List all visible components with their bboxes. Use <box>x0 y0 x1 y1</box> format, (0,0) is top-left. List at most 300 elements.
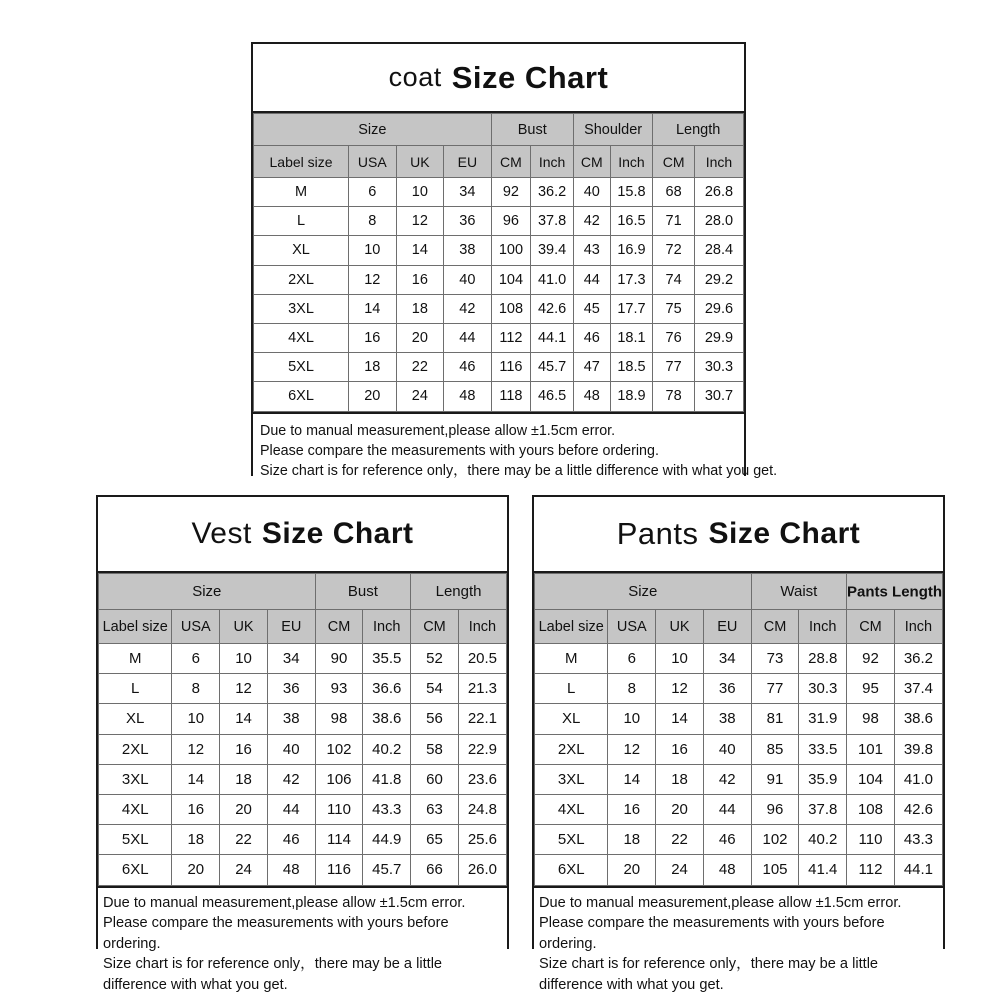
pants-group-header-waist: Waist <box>751 574 846 610</box>
cell: 42 <box>573 207 610 236</box>
vest-size-chart <box>96 495 509 993</box>
cell: 10 <box>220 644 268 674</box>
cell: 38.6 <box>363 704 411 734</box>
cell: 104 <box>847 764 895 794</box>
coat-group-header-size: Size <box>254 114 492 146</box>
cell: 8 <box>608 674 656 704</box>
pants-col-eu: EU <box>703 610 751 644</box>
cell: 75 <box>653 294 695 323</box>
cell: M <box>254 178 349 207</box>
cell: 39.8 <box>894 734 942 764</box>
cell: 100 <box>491 236 531 265</box>
cell: 20 <box>656 794 704 824</box>
coat-group-header-shoulder: Shoulder <box>573 114 652 146</box>
pants-sub-header-row <box>535 610 943 644</box>
cell: 14 <box>608 764 656 794</box>
pants-col-waist-inch: Inch <box>799 610 847 644</box>
coat-footnote-line-3: Size chart is for reference only，there may be a little difference with what you get. <box>260 462 778 479</box>
cell: 40 <box>267 734 315 764</box>
cell: 42 <box>703 764 751 794</box>
vest-group-header-size: Size <box>99 574 316 610</box>
pants-measurements-table <box>534 573 943 886</box>
table-row <box>535 734 943 764</box>
coat-sub-header-row <box>254 146 744 178</box>
coat-group-header-row <box>254 114 744 146</box>
cell: 17.7 <box>610 294 653 323</box>
cell: 48 <box>703 855 751 885</box>
coat-col-bust-cm: CM <box>491 146 531 178</box>
table-row <box>99 794 507 824</box>
cell: 8 <box>172 674 220 704</box>
table-row <box>535 704 943 734</box>
pants-col-length-cm: CM <box>847 610 895 644</box>
cell: 42.6 <box>894 794 942 824</box>
cell: 112 <box>491 323 531 352</box>
cell: 6XL <box>254 382 349 411</box>
cell: 14 <box>349 294 397 323</box>
table-row <box>535 794 943 824</box>
cell: L <box>99 674 172 704</box>
cell: 96 <box>751 794 799 824</box>
table-row <box>99 674 507 704</box>
cell: 12 <box>172 734 220 764</box>
cell: 21.3 <box>458 674 506 704</box>
cell: L <box>254 207 349 236</box>
cell: 108 <box>491 294 531 323</box>
cell: 6XL <box>99 855 172 885</box>
cell: 36.2 <box>894 644 942 674</box>
cell: 20 <box>220 794 268 824</box>
cell: 77 <box>751 674 799 704</box>
cell: 18 <box>608 825 656 855</box>
table-row <box>254 207 744 236</box>
cell: 52 <box>411 644 459 674</box>
cell: 54 <box>411 674 459 704</box>
cell: 114 <box>315 825 363 855</box>
cell: 6 <box>608 644 656 674</box>
cell: 93 <box>315 674 363 704</box>
cell: 8 <box>349 207 397 236</box>
cell: 4XL <box>535 794 608 824</box>
cell: 46 <box>444 353 492 382</box>
cell: 43 <box>573 236 610 265</box>
cell: 36 <box>703 674 751 704</box>
cell: 18 <box>220 764 268 794</box>
cell: 6 <box>172 644 220 674</box>
cell: 22.9 <box>458 734 506 764</box>
cell: 29.9 <box>694 323 743 352</box>
cell: 40.2 <box>363 734 411 764</box>
coat-col-shoulder-inch: Inch <box>610 146 653 178</box>
vest-footnote-line-1: Due to manual measurement,please allow ±1.5cm error. <box>103 894 466 911</box>
coat-chart-title <box>253 44 744 113</box>
cell: M <box>535 644 608 674</box>
cell: 105 <box>751 855 799 885</box>
cell: 20 <box>396 323 444 352</box>
vest-footnote-line-3: Size chart is for reference only，there may be a little difference with what you get. <box>103 956 443 993</box>
vest-col-eu: EU <box>267 610 315 644</box>
cell: 12 <box>396 207 444 236</box>
vest-sub-header-row <box>99 610 507 644</box>
cell: 17.3 <box>610 265 653 294</box>
cell: 40.2 <box>799 825 847 855</box>
cell: 76 <box>653 323 695 352</box>
pants-group-header-row <box>535 574 943 610</box>
cell: 91 <box>751 764 799 794</box>
cell: 24 <box>396 382 444 411</box>
cell: 12 <box>220 674 268 704</box>
vest-measurements-table <box>98 573 507 886</box>
coat-group-header-bust: Bust <box>491 114 573 146</box>
cell: 18.1 <box>610 323 653 352</box>
table-row <box>254 265 744 294</box>
coat-col-length-inch: Inch <box>694 146 743 178</box>
cell: 34 <box>703 644 751 674</box>
cell: 47 <box>573 353 610 382</box>
cell: 30.3 <box>799 674 847 704</box>
cell: 40 <box>444 265 492 294</box>
cell: 22.1 <box>458 704 506 734</box>
cell: 74 <box>653 265 695 294</box>
vest-col-bust-cm: CM <box>315 610 363 644</box>
table-row <box>99 644 507 674</box>
cell: 41.8 <box>363 764 411 794</box>
vest-col-label-size: Label size <box>99 610 172 644</box>
cell: 18 <box>656 764 704 794</box>
cell: 46 <box>267 825 315 855</box>
table-row <box>254 294 744 323</box>
pants-table-body <box>535 644 943 886</box>
cell: 22 <box>656 825 704 855</box>
coat-title-garment: coat <box>388 62 442 92</box>
cell: 35.9 <box>799 764 847 794</box>
cell: 28.8 <box>799 644 847 674</box>
cell: 43.3 <box>894 825 942 855</box>
pants-footnote <box>534 886 943 993</box>
cell: L <box>535 674 608 704</box>
pants-group-header-size: Size <box>535 574 752 610</box>
cell: 116 <box>491 353 531 382</box>
cell: 22 <box>396 353 444 382</box>
cell: 10 <box>349 236 397 265</box>
vest-col-bust-inch: Inch <box>363 610 411 644</box>
cell: 3XL <box>535 764 608 794</box>
cell: 92 <box>847 644 895 674</box>
cell: 10 <box>172 704 220 734</box>
cell: 37.4 <box>894 674 942 704</box>
coat-col-bust-inch: Inch <box>531 146 574 178</box>
cell: 65 <box>411 825 459 855</box>
cell: 36.2 <box>531 178 574 207</box>
cell: 108 <box>847 794 895 824</box>
cell: 40 <box>573 178 610 207</box>
coat-size-chart <box>251 42 778 479</box>
cell: 16 <box>656 734 704 764</box>
cell: 110 <box>847 825 895 855</box>
cell: 44.9 <box>363 825 411 855</box>
cell: 38 <box>444 236 492 265</box>
cell: 24.8 <box>458 794 506 824</box>
cell: 25.6 <box>458 825 506 855</box>
cell: 12 <box>656 674 704 704</box>
vest-table-body <box>99 644 507 886</box>
pants-footnote-line-2: Please compare the measurements with yours before ordering. <box>539 915 885 952</box>
cell: 36 <box>444 207 492 236</box>
cell: 16 <box>349 323 397 352</box>
cell: 40 <box>703 734 751 764</box>
cell: 43.3 <box>363 794 411 824</box>
cell: 18.5 <box>610 353 653 382</box>
table-row <box>99 704 507 734</box>
coat-footnote-line-2: Please compare the measurements with yours before ordering. <box>260 442 659 459</box>
cell: 35.5 <box>363 644 411 674</box>
pants-footnote-line-1: Due to manual measurement,please allow ±1.5cm error. <box>539 894 902 911</box>
coat-col-shoulder-cm: CM <box>573 146 610 178</box>
table-row <box>535 764 943 794</box>
vest-chart-title <box>98 497 507 573</box>
cell: 44 <box>703 794 751 824</box>
cell: 16.5 <box>610 207 653 236</box>
pants-col-usa: USA <box>608 610 656 644</box>
pants-group-header-pants-length <box>847 574 943 610</box>
table-row <box>254 353 744 382</box>
cell: 101 <box>847 734 895 764</box>
cell: 60 <box>411 764 459 794</box>
vest-group-header-row <box>99 574 507 610</box>
cell: 102 <box>315 734 363 764</box>
cell: XL <box>99 704 172 734</box>
coat-title-suffix: Size Chart <box>451 59 609 95</box>
table-row <box>254 236 744 265</box>
coat-group-header-length: Length <box>653 114 744 146</box>
cell: 95 <box>847 674 895 704</box>
cell: 14 <box>656 704 704 734</box>
cell: 42.6 <box>531 294 574 323</box>
table-row <box>254 178 744 207</box>
cell: 77 <box>653 353 695 382</box>
cell: 24 <box>220 855 268 885</box>
coat-footnote-line-1: Due to manual measurement,please allow ±1.5cm error. <box>260 422 616 439</box>
cell: 20.5 <box>458 644 506 674</box>
cell: 18 <box>172 825 220 855</box>
table-row <box>99 825 507 855</box>
coat-col-eu: EU <box>444 146 492 178</box>
cell: 20 <box>608 855 656 885</box>
vest-title-suffix: Size Chart <box>261 517 414 550</box>
table-row <box>535 855 943 885</box>
cell: 22 <box>220 825 268 855</box>
cell: 36.6 <box>363 674 411 704</box>
cell: 30.7 <box>694 382 743 411</box>
cell: 42 <box>267 764 315 794</box>
cell: 39.4 <box>531 236 574 265</box>
cell: M <box>99 644 172 674</box>
cell: 14 <box>172 764 220 794</box>
cell: 63 <box>411 794 459 824</box>
cell: 3XL <box>254 294 349 323</box>
cell: 6 <box>349 178 397 207</box>
cell: 18 <box>349 353 397 382</box>
cell: 12 <box>349 265 397 294</box>
vest-col-uk: UK <box>220 610 268 644</box>
cell: 56 <box>411 704 459 734</box>
cell: 29.6 <box>694 294 743 323</box>
cell: 116 <box>315 855 363 885</box>
cell: 104 <box>491 265 531 294</box>
pants-chart-title <box>534 497 943 573</box>
coat-measurements-table <box>253 113 744 412</box>
cell: 15.8 <box>610 178 653 207</box>
cell: 34 <box>267 644 315 674</box>
cell: 24 <box>656 855 704 885</box>
cell: 10 <box>396 178 444 207</box>
cell: 20 <box>172 855 220 885</box>
cell: 16 <box>396 265 444 294</box>
table-row <box>254 382 744 411</box>
cell: 98 <box>315 704 363 734</box>
coat-table-body <box>254 178 744 412</box>
pants-col-length-inch: Inch <box>894 610 942 644</box>
cell: 14 <box>220 704 268 734</box>
vest-group-header-length: Length <box>411 574 507 610</box>
cell: 3XL <box>99 764 172 794</box>
coat-col-usa: USA <box>349 146 397 178</box>
pants-title-suffix: Size Chart <box>708 517 861 550</box>
cell: 36 <box>267 674 315 704</box>
cell: 72 <box>653 236 695 265</box>
cell: 92 <box>491 178 531 207</box>
cell: 5XL <box>254 353 349 382</box>
coat-col-uk: UK <box>396 146 444 178</box>
cell: 41.4 <box>799 855 847 885</box>
cell: 44 <box>444 323 492 352</box>
cell: 4XL <box>99 794 172 824</box>
cell: 68 <box>653 178 695 207</box>
cell: 41.0 <box>531 265 574 294</box>
cell: 118 <box>491 382 531 411</box>
table-row <box>99 855 507 885</box>
table-row <box>99 764 507 794</box>
cell: 14 <box>396 236 444 265</box>
cell: 18.9 <box>610 382 653 411</box>
coat-footnote <box>253 412 778 482</box>
cell: 45.7 <box>531 353 574 382</box>
cell: 44 <box>267 794 315 824</box>
cell: 48 <box>444 382 492 411</box>
pants-size-chart <box>532 495 945 993</box>
cell: 58 <box>411 734 459 764</box>
cell: 2XL <box>99 734 172 764</box>
cell: 10 <box>608 704 656 734</box>
pants-footnote-line-3: Size chart is for reference only，there may be a little difference with what you get. <box>539 956 879 993</box>
pants-col-waist-cm: CM <box>751 610 799 644</box>
cell: 2XL <box>535 734 608 764</box>
cell: XL <box>254 236 349 265</box>
cell: 73 <box>751 644 799 674</box>
cell: 5XL <box>99 825 172 855</box>
cell: 5XL <box>535 825 608 855</box>
cell: 98 <box>847 704 895 734</box>
coat-col-length-cm: CM <box>653 146 695 178</box>
cell: 10 <box>656 644 704 674</box>
cell: 71 <box>653 207 695 236</box>
cell: 66 <box>411 855 459 885</box>
cell: 16 <box>172 794 220 824</box>
cell: 44.1 <box>531 323 574 352</box>
cell: 16.9 <box>610 236 653 265</box>
cell: 42 <box>444 294 492 323</box>
cell: 46 <box>573 323 610 352</box>
cell: 12 <box>608 734 656 764</box>
cell: 29.2 <box>694 265 743 294</box>
table-row <box>535 674 943 704</box>
cell: 30.3 <box>694 353 743 382</box>
cell: 37.8 <box>531 207 574 236</box>
cell: 18 <box>396 294 444 323</box>
cell: 38.6 <box>894 704 942 734</box>
cell: 85 <box>751 734 799 764</box>
table-row <box>535 825 943 855</box>
cell: 4XL <box>254 323 349 352</box>
cell: 110 <box>315 794 363 824</box>
cell: 6XL <box>535 855 608 885</box>
cell: 41.0 <box>894 764 942 794</box>
cell: 48 <box>267 855 315 885</box>
cell: 31.9 <box>799 704 847 734</box>
vest-col-length-cm: CM <box>411 610 459 644</box>
cell: 26.0 <box>458 855 506 885</box>
table-row <box>535 644 943 674</box>
vest-col-usa: USA <box>172 610 220 644</box>
cell: 112 <box>847 855 895 885</box>
coat-col-label-size: Label size <box>254 146 349 178</box>
pants-col-uk: UK <box>656 610 704 644</box>
vest-title-garment: Vest <box>191 517 252 550</box>
cell: XL <box>535 704 608 734</box>
cell: 44 <box>573 265 610 294</box>
cell: 90 <box>315 644 363 674</box>
table-row <box>254 323 744 352</box>
pants-col-label-size: Label size <box>535 610 608 644</box>
cell: 28.4 <box>694 236 743 265</box>
vest-footnote <box>98 886 507 993</box>
cell: 81 <box>751 704 799 734</box>
cell: 96 <box>491 207 531 236</box>
cell: 45 <box>573 294 610 323</box>
cell: 2XL <box>254 265 349 294</box>
cell: 78 <box>653 382 695 411</box>
cell: 28.0 <box>694 207 743 236</box>
cell: 44.1 <box>894 855 942 885</box>
pants-title-garment: Pants <box>616 516 699 551</box>
cell: 46 <box>703 825 751 855</box>
cell: 38 <box>267 704 315 734</box>
cell: 45.7 <box>363 855 411 885</box>
cell: 20 <box>349 382 397 411</box>
cell: 34 <box>444 178 492 207</box>
cell: 102 <box>751 825 799 855</box>
cell: 26.8 <box>694 178 743 207</box>
pants-group-header-pants-length-text: Pants Length <box>847 583 943 600</box>
cell: 37.8 <box>799 794 847 824</box>
vest-group-header-bust: Bust <box>315 574 410 610</box>
cell: 23.6 <box>458 764 506 794</box>
cell: 16 <box>608 794 656 824</box>
cell: 16 <box>220 734 268 764</box>
cell: 38 <box>703 704 751 734</box>
cell: 106 <box>315 764 363 794</box>
vest-col-length-inch: Inch <box>458 610 506 644</box>
